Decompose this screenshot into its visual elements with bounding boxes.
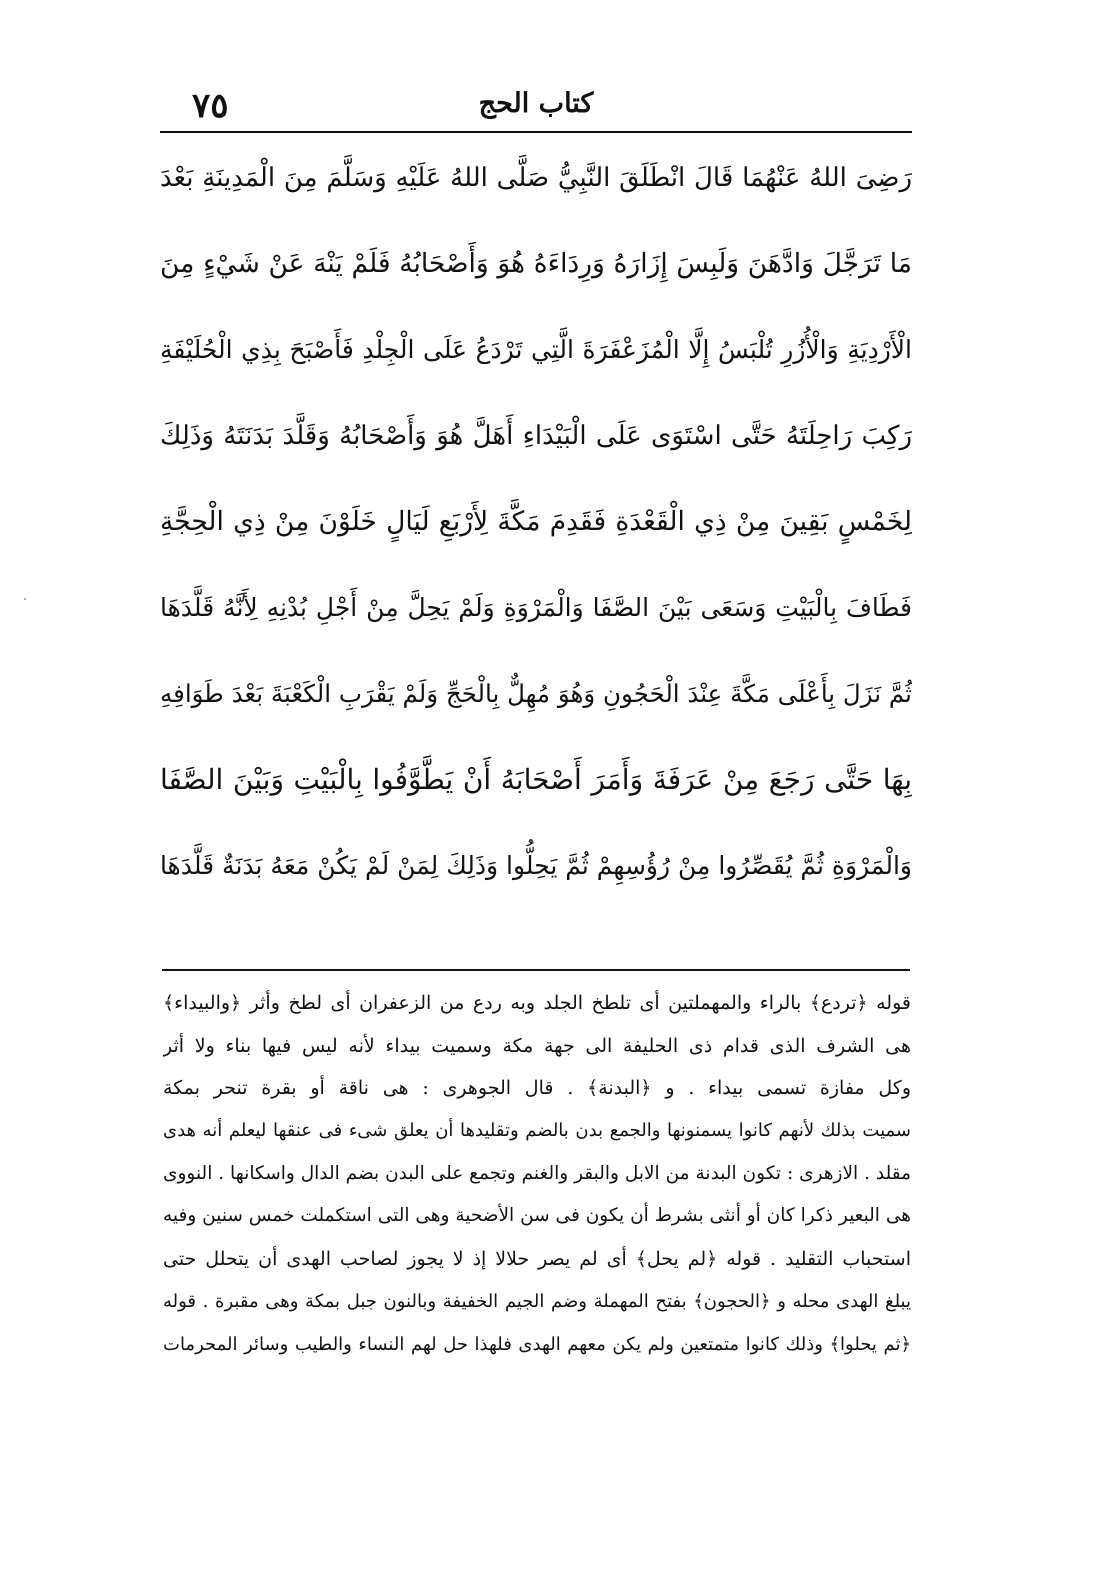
footnote-line: قوله ﴿تردع﴾ بالراء والمهملتين أى تلطخ الجلد وبه ردع من الزعفران أى لطخ وأثر ﴿والبيداء﴾ <box>163 992 911 1014</box>
footnote-line: هى البعير ذكرا كان أو أنثى بشرط أن يكون فى سن الأضحية وهى التى استكملت خمس سنين وفيه <box>163 1205 911 1227</box>
footnote-line: استحباب التقليد . قوله ﴿لم يحل﴾ أى لم يصر حلالا إذ لا يجوز لصاحب الهدى أن يتحلل حتى <box>163 1248 911 1271</box>
main-text-line: ثُمَّ نَزَلَ بِأَعْلَى مَكَّةَ عِنْدَ الْحَجُونِ وَهُوَ مُهِلٌّ بِالْحَجِّ وَلَمْ يَقْرَبِ الْكَعْبَةَ بَعْدَ طَوَافِهِ <box>160 679 912 708</box>
footnotes <box>163 982 911 1366</box>
main-text <box>160 135 912 909</box>
footnote-line: مقلد . الازهرى : تكون البدنة من الابل والبقر والغنم وتجمع على البدن بضم الدال واسكانها . النووى <box>163 1162 911 1184</box>
main-text-line: وَالْمَرْوَةِ ثُمَّ يُقَصِّرُوا مِنْ رُؤُسِهِمْ ثُمَّ يَحِلُّوا وَذَلِكَ لِمَنْ لَمْ يَكُنْ مَعَهُ بَدَنَةٌ قَلَّدَهَا <box>160 851 912 880</box>
footnote-line: هى الشرف الذى قدام ذى الحليفة الى جهة مكة وسميت بيداء لأنه ليس فيها بناء ولا أثر <box>163 1034 911 1057</box>
running-title: كتاب الحج <box>478 88 594 119</box>
footnote-rule <box>162 969 910 971</box>
main-text-line: فَطَافَ بِالْبَيْتِ وَسَعَى بَيْنَ الصَّفَا وَالْمَرْوَةِ وَلَمْ يَحِلَّ مِنْ أَجْلِ بُدْنِهِ لِأَنَّهُ قَلَّدَهَا <box>160 593 912 622</box>
page-number: ٧٥ <box>192 86 229 126</box>
footnote-line: وكل مفازة تسمى بيداء . و ﴿البدنة﴾ . قال الجوهرى : هى ناقة أو بقرة تنحر بمكة <box>163 1077 911 1100</box>
footnote-line: يبلغ الهدى محله و ﴿الحجون﴾ بفتح المهملة وضم الجيم الخفيفة وبالنون جبل بمكة وهى مقبرة . قوله <box>163 1290 911 1312</box>
main-text-line: الْأَرْدِيَةِ وَالْأُزُرِ تُلْبَسُ إِلَّا الْمُزَعْفَرَةَ الَّتِي تَرْدَعُ عَلَى الْجِلْدِ فَأَصْبَحَ بِذِي الْحُلَيْفَةِ <box>160 335 912 364</box>
footnote-line: ﴿ثم يحلوا﴾ وذلك كانوا متمتعين ولم يكن معهم الهدى فلهذا حل لهم النساء والطيب وسائر المحرمات <box>163 1333 911 1355</box>
header-rule <box>160 131 912 133</box>
page-header <box>160 82 912 132</box>
main-text-line: بِهَا حَتَّى رَجَعَ مِنْ عَرَفَةَ وَأَمَرَ أَصْحَابَهُ أَنْ يَطَّوَّفُوا بِالْبَيْتِ وَبَيْنَ الصَّفَا <box>160 763 912 796</box>
main-text-line: لِخَمْسٍ بَقِينَ مِنْ ذِي الْقَعْدَةِ فَقَدِمَ مَكَّةَ لِأَرْبَعِ لَيَالٍ خَلَوْنَ مِنْ ذِي الْحِجَّةِ <box>160 506 912 537</box>
scan-speck <box>24 598 26 600</box>
footnote-line: سميت بذلك لأنهم كانوا يسمنونها والجمع بدن بالضم وتقليدها أن يعلق شىء فى عنقها ليعلم أنه هدى <box>163 1120 911 1142</box>
main-text-line: مَا تَرَجَّلَ وَادَّهَنَ وَلَبِسَ إِزَارَهُ وَرِدَاءَهُ هُوَ وَأَصْحَابُهُ فَلَمْ يَنْهَ عَنْ شَيْءٍ مِنَ <box>160 248 912 279</box>
main-text-line: رَضِىَ اللهُ عَنْهُمَا قَالَ انْطَلَقَ النَّبِيُّ صَلَّى اللهُ عَلَيْهِ وَسَلَّمَ مِنَ الْمَدِينَةِ بَعْدَ <box>160 163 912 193</box>
main-text-line: رَكِبَ رَاحِلَتَهُ حَتَّى اسْتَوَى عَلَى الْبَيْدَاءِ أَهَلَّ هُوَ وَأَصْحَابُهُ وَقَلَّدَ بَدَنَتَهُ وَذَلِكَ <box>160 421 912 451</box>
